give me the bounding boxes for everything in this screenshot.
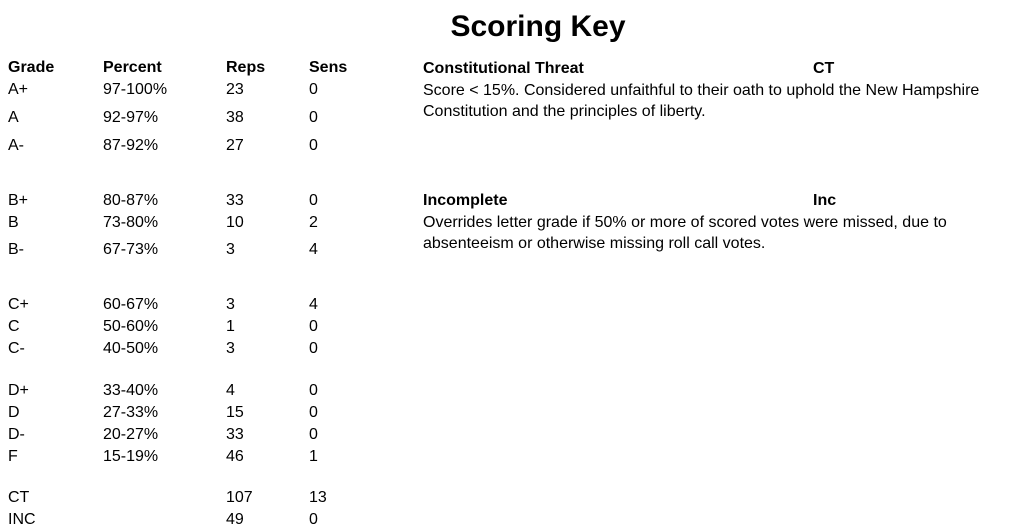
header-grade: Grade: [8, 59, 55, 76]
definition-abbr: Inc: [813, 192, 837, 209]
row-grade: F: [8, 448, 18, 465]
row-reps: 49: [226, 511, 244, 528]
definition-header: [423, 190, 1023, 212]
row-sens: 0: [309, 109, 318, 126]
row-grade: CT: [8, 489, 30, 506]
header-percent: Percent: [103, 59, 162, 76]
row-percent: 50-60%: [103, 318, 159, 335]
row-grade: C: [8, 318, 20, 335]
row-grade: D: [8, 404, 20, 421]
row-reps: 27: [226, 137, 244, 154]
row-grade: B: [8, 214, 19, 231]
definition-text: Overrides letter grade if 50% or more of scored votes were missed, due to absenteeism or otherwise missing roll call votes.: [423, 214, 947, 252]
definition-term: Incomplete: [423, 192, 508, 209]
definition-constitutional-threat: [423, 58, 1023, 122]
row-sens: 13: [309, 489, 327, 506]
row-grade: D+: [8, 382, 29, 399]
row-grade: A: [8, 109, 19, 126]
row-percent: 92-97%: [103, 109, 159, 126]
row-reps: 46: [226, 448, 244, 465]
row-grade: A-: [8, 137, 24, 154]
row-percent: 20-27%: [103, 426, 159, 443]
row-percent: 73-80%: [103, 214, 159, 231]
row-percent: 97-100%: [103, 81, 168, 98]
row-sens: 1: [309, 448, 318, 465]
definition-header: [423, 58, 1023, 80]
row-grade: INC: [8, 511, 36, 528]
row-grade: D-: [8, 426, 25, 443]
definition-incomplete: [423, 190, 1023, 254]
row-percent: 40-50%: [103, 340, 159, 357]
row-percent: 15-19%: [103, 448, 159, 465]
definition-abbr: CT: [813, 60, 835, 77]
row-sens: 0: [309, 318, 318, 335]
row-sens: 4: [309, 241, 318, 258]
row-reps: 3: [226, 296, 235, 313]
row-percent: 80-87%: [103, 192, 159, 209]
row-reps: 3: [226, 241, 235, 258]
row-grade: B-: [8, 241, 24, 258]
row-reps: 33: [226, 426, 244, 443]
header-reps: Reps: [226, 59, 266, 76]
row-sens: 4: [309, 296, 318, 313]
row-percent: 67-73%: [103, 241, 159, 258]
header-sens: Sens: [309, 59, 348, 76]
row-grade: C+: [8, 296, 29, 313]
row-sens: 0: [309, 81, 318, 98]
row-reps: 38: [226, 109, 244, 126]
row-reps: 33: [226, 192, 244, 209]
row-grade: B+: [8, 192, 29, 209]
row-sens: 0: [309, 404, 318, 421]
row-sens: 0: [309, 137, 318, 154]
row-reps: 4: [226, 382, 235, 399]
row-percent: 33-40%: [103, 382, 159, 399]
row-sens: 0: [309, 426, 318, 443]
row-percent: 60-67%: [103, 296, 159, 313]
definition-term: Constitutional Threat: [423, 60, 584, 77]
row-sens: 0: [309, 382, 318, 399]
row-sens: 0: [309, 192, 318, 209]
row-percent: 27-33%: [103, 404, 159, 421]
definition-text: Score < 15%. Considered unfaithful to their oath to uphold the New Hampshire Constitution and the principles of liberty.: [423, 82, 980, 120]
row-reps: 3: [226, 340, 235, 357]
row-reps: 1: [226, 318, 235, 335]
row-reps: 23: [226, 81, 244, 98]
row-percent: 87-92%: [103, 137, 159, 154]
row-sens: 0: [309, 511, 318, 528]
row-grade: C-: [8, 340, 25, 357]
row-grade: A+: [8, 81, 29, 98]
row-reps: 15: [226, 404, 244, 421]
row-reps: 10: [226, 214, 244, 231]
page-title: Scoring Key: [450, 10, 626, 43]
row-sens: 2: [309, 214, 318, 231]
row-sens: 0: [309, 340, 318, 357]
row-reps: 107: [226, 489, 253, 506]
